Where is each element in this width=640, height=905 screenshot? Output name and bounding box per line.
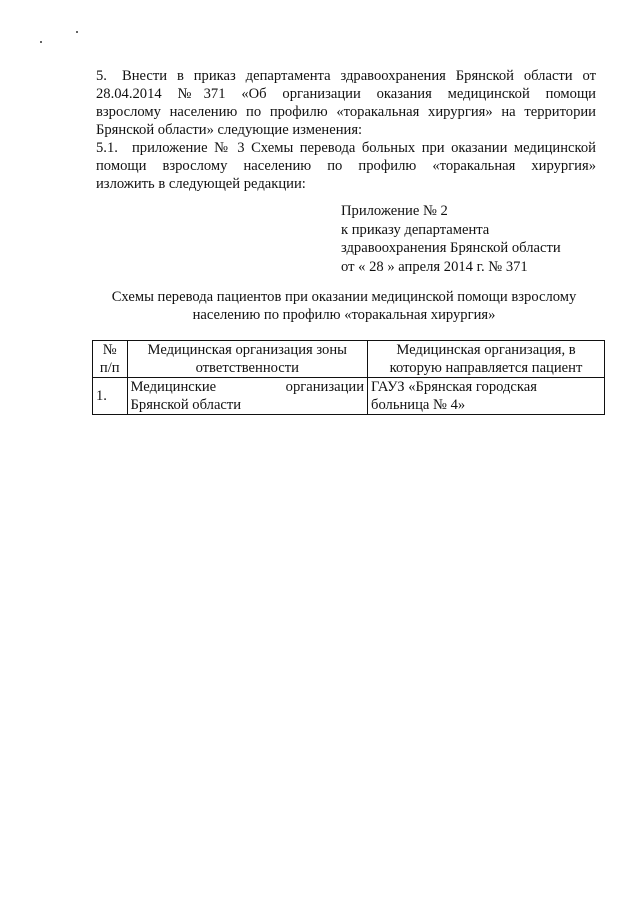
transfer-scheme-table (92, 340, 605, 415)
appendix-line-2: к приказу департамента (341, 221, 490, 238)
row-number (93, 378, 128, 415)
row-target-org-line-1: ГАУЗ «Брянская городская (371, 379, 537, 395)
paragraph-5-number: 5. (96, 68, 107, 84)
header-org-zone-line-1: Медицинская организация зоны (147, 342, 347, 358)
row-target-org-line-2: больница № 4» (371, 397, 466, 413)
scheme-heading (88, 288, 600, 324)
row-number-text: 1. (96, 388, 107, 404)
paragraph-5-1-number: 5.1. (96, 140, 118, 156)
header-org-zone-line-2: ответственности (195, 360, 299, 376)
paragraph-5-1-line-1 (96, 139, 596, 157)
paragraph-5-1-text-1: приложение № 3 Схемы перевода больных при оказании медицинской (132, 140, 596, 156)
header-number-line-2: п/п (99, 360, 120, 376)
paragraph-5-1-line-2: помощи взрослому населению по профилю «торакальная хирургия» (96, 158, 596, 174)
header-number (93, 341, 128, 378)
header-org-zone (127, 341, 368, 378)
paragraph-5-line-1 (96, 67, 596, 85)
scheme-heading-line-1: Схемы перевода пациентов при оказании медицинской помощи взрослому (111, 289, 577, 305)
header-target-org-line-1: Медицинская организация, в (396, 342, 576, 358)
header-target-org (368, 341, 605, 378)
scan-speck (76, 31, 78, 33)
header-number-line-1: № (102, 342, 117, 358)
paragraph-5-1-line-3: изложить в следующей редакции: (96, 176, 306, 192)
paragraph-5-1 (96, 139, 596, 193)
scan-speck (40, 41, 42, 43)
table-row (93, 378, 605, 415)
appendix-line-4: от « 28 » апреля 2014 г. № 371 (341, 258, 528, 275)
row-org-zone (127, 378, 368, 415)
row-org-zone-line-2: Брянской области (130, 397, 242, 413)
paragraph-5-text-1: Внести в приказ департамента здравоохранения Брянской области от (122, 68, 596, 84)
row-target-org (368, 378, 605, 415)
paragraph-5 (96, 67, 596, 139)
paragraph-5-line-3: взрослому населению по профилю «торакальная хирургия» на территории (96, 104, 596, 120)
paragraph-5-line-4: Брянской области» следующие изменения: (96, 122, 363, 138)
appendix-line-1: Приложение № 2 (341, 203, 448, 219)
appendix-line-3: здравоохранения Брянской области (341, 240, 561, 256)
row-org-zone-line-1: Медицинские организации (130, 379, 365, 395)
header-target-org-line-2: которую направляется пациент (389, 360, 583, 376)
scheme-heading-line-2: населению по профилю «торакальная хирургия» (192, 307, 496, 323)
paragraph-5-line-2: 28.04.2014 №371 «Об организации оказания медицинской помощи (96, 86, 596, 102)
appendix-reference (341, 202, 591, 276)
table-header-row (93, 341, 605, 378)
